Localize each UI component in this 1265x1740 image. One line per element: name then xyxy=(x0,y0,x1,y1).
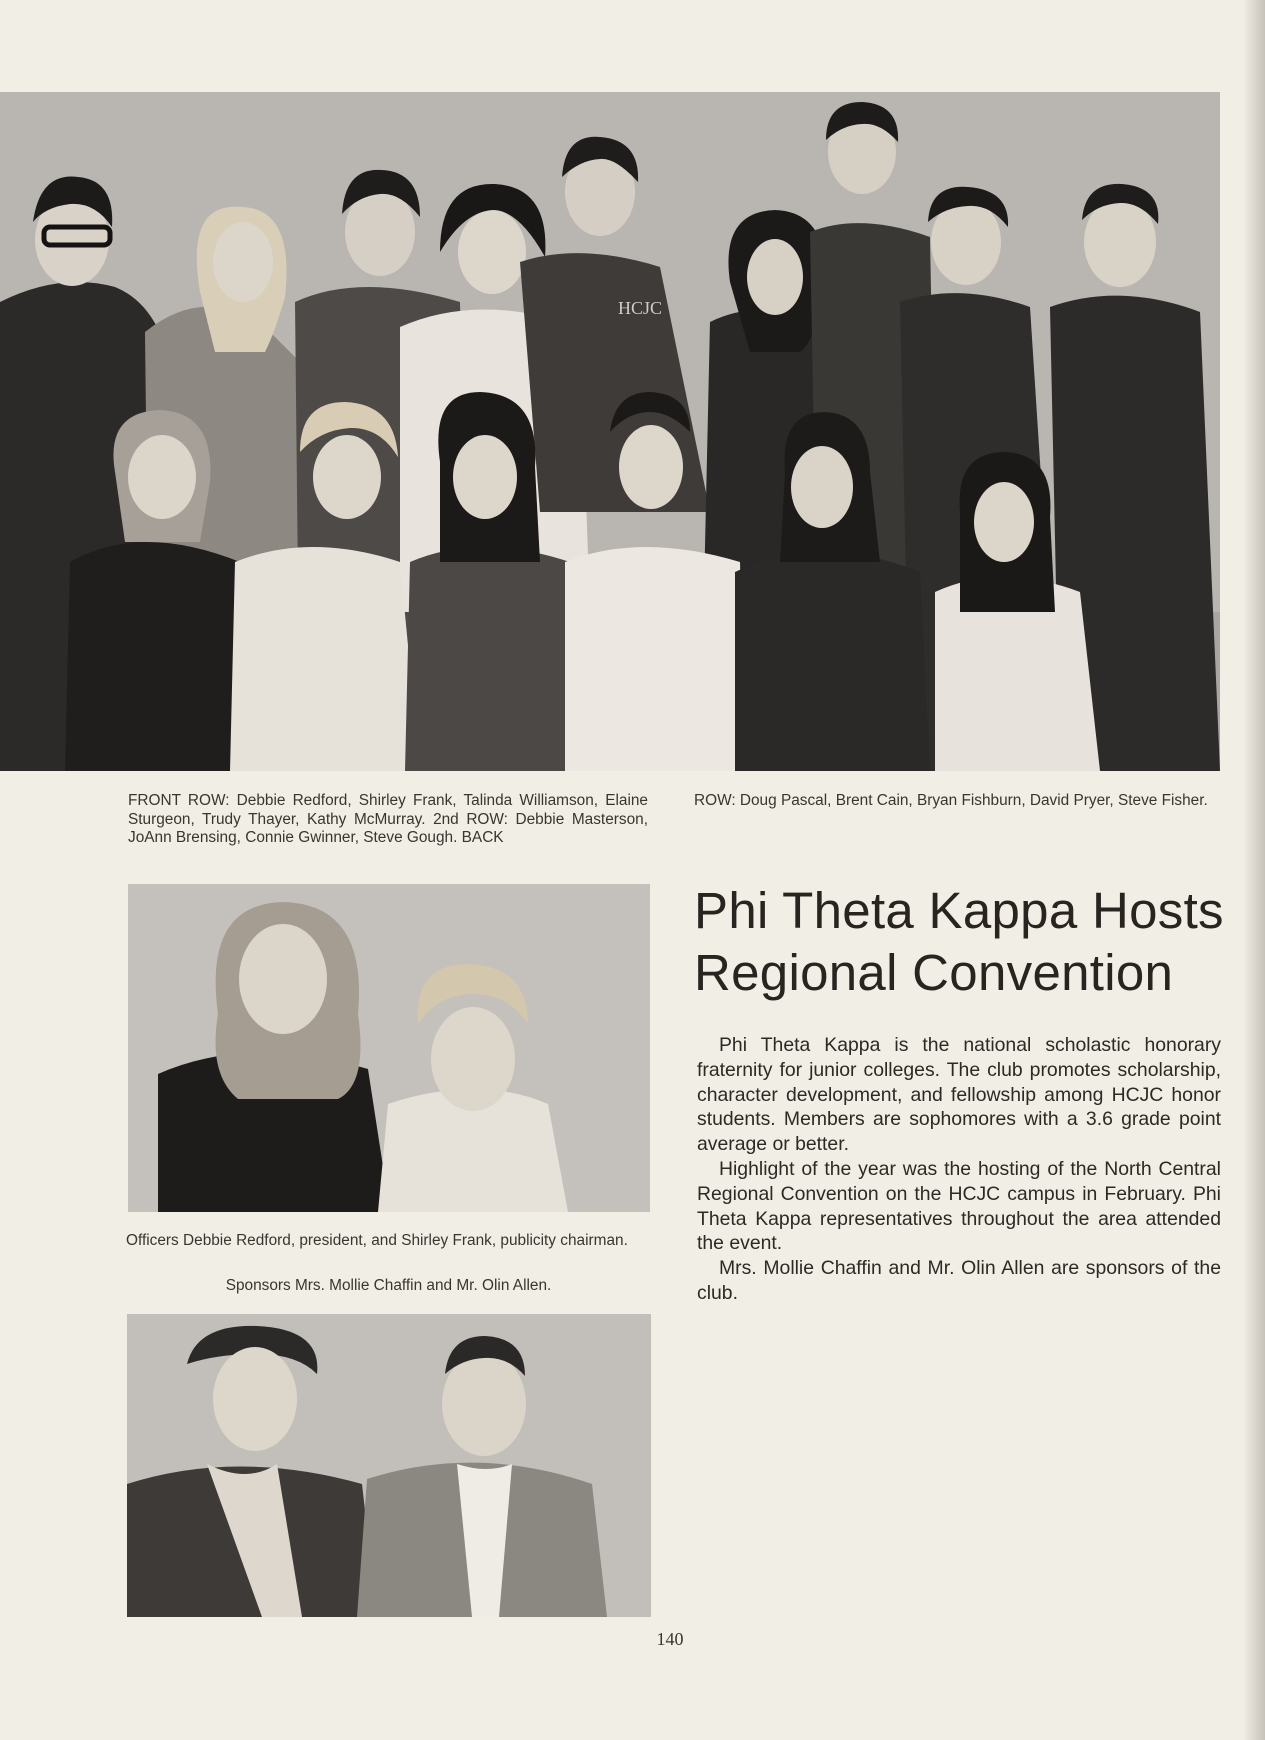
page-edge-shadow xyxy=(1243,0,1265,1740)
officers-photo-image xyxy=(128,884,650,1212)
group-photo-image xyxy=(0,92,1220,771)
sweater-letters: HCJC xyxy=(618,298,663,318)
article-headline: Phi Theta Kappa Hosts Regional Convention xyxy=(694,882,1224,1001)
group-photo xyxy=(0,92,1220,771)
officers-photo-caption: Officers Debbie Redford, president, and Shirley Frank, publicity chairman. xyxy=(126,1232,628,1249)
article-paragraph: Highlight of the year was the hosting of the North Central Regional Convention on the HCJC campus in February. Phi Theta Kappa representatives throughout the area attended the event. xyxy=(697,1157,1221,1255)
article-body xyxy=(697,1033,1221,1306)
group-photo-caption-right: ROW: Doug Pascal, Brent Cain, Bryan Fishburn, David Pryer, Steve Fisher. xyxy=(694,792,1208,809)
sponsors-photo-image xyxy=(127,1314,651,1617)
officers-photo xyxy=(128,884,650,1212)
group-photo-caption-left: FRONT ROW: Debbie Redford, Shirley Frank, Talinda Williamson, Elaine Sturgeon, Trudy Thayer, Kathy McMurray. 2nd ROW: Debbie Masterson, JoAnn Brensing, Connie Gwinner, Steve Gough. BACK xyxy=(128,792,648,846)
sponsors-photo xyxy=(127,1314,651,1617)
article-paragraph: Phi Theta Kappa is the national scholastic honorary fraternity for junior colleges. The club promotes scholarship, character development, and fellowship among HCJC honor students. Members are sophomores with a 3.6 grade point average or better. xyxy=(697,1034,1221,1156)
article-paragraph: Mrs. Mollie Chaffin and Mr. Olin Allen are sponsors of the club. xyxy=(697,1257,1221,1304)
page-number: 140 xyxy=(656,1629,684,1649)
sponsors-photo-caption: Sponsors Mrs. Mollie Chaffin and Mr. Olin Allen. xyxy=(225,1277,552,1294)
